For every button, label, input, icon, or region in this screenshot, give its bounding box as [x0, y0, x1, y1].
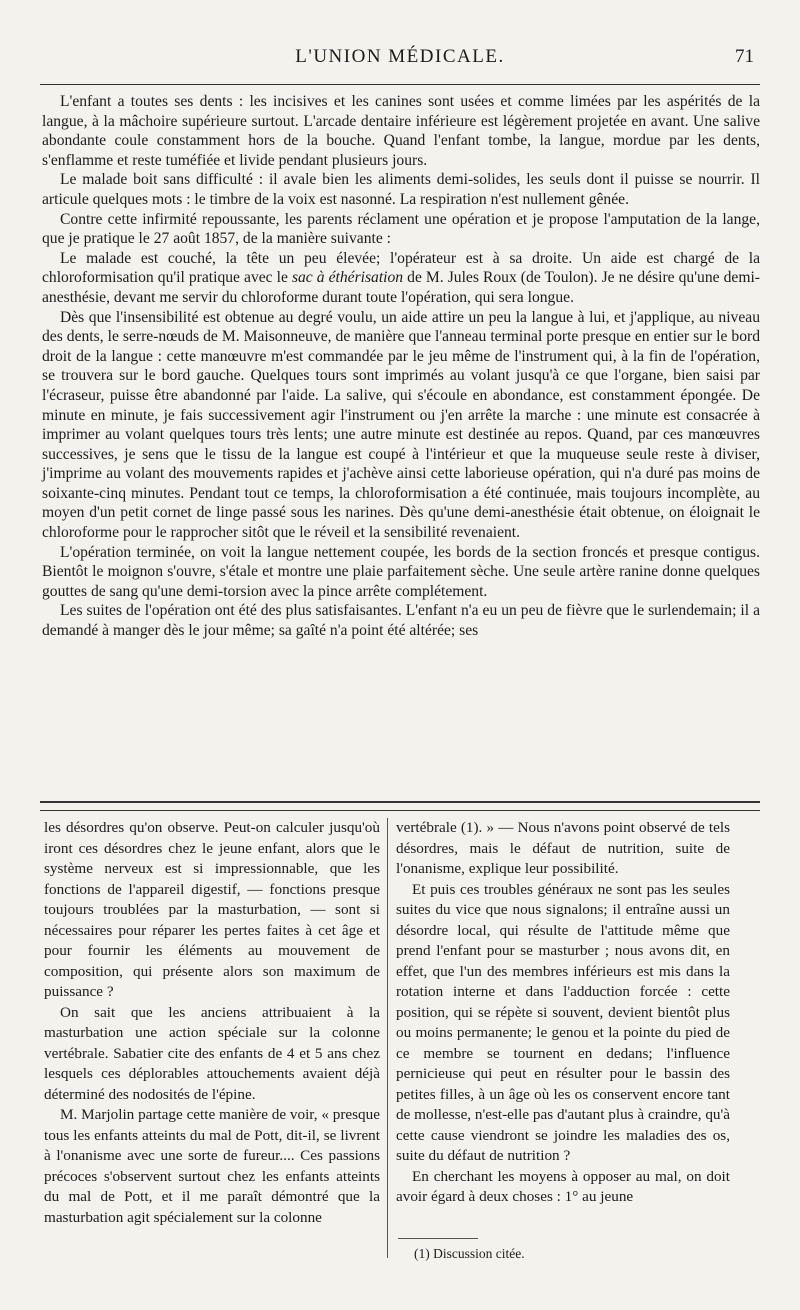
section-divider	[40, 801, 760, 811]
running-title: L'UNION MÉDICALE.	[295, 46, 505, 67]
paragraph: les désordres qu'on observe. Peut-on calculer jusqu'où iront ces désordres chez le jeune enfant, alors que le système nerveux est si impressionnable, que les fonctions de l'appareil digestif, — fonctions presque toujours troublées par la masturbation, — sont si nécessaires pour réparer les pertes faites à cet âge et pour fournir les éléments au mouvement de composition, qui présente alors son maximum de puissance ?	[44, 819, 380, 1000]
right-column	[396, 818, 730, 1208]
paragraph: En cherchant les moyens à opposer au mal, on doit avoir égard à deux choses : 1° au jeune	[396, 1167, 730, 1205]
text-run: de M. Jules Roux (de Toulon). Je ne désire qu'une demi-anesthésie, devant me servir du chloroforme durant toute l'opération, qui sera longue.	[42, 269, 760, 306]
paragraph: On sait que les anciens attribuaient à la masturbation une action spéciale sur la colonne vertébrale. Sabatier cite des enfants de 4 et 5 ans chez lesquels ces déplorables attouchements avaient déjà déterminé des nodosités de l'épine.	[44, 1003, 380, 1103]
paragraph	[42, 249, 760, 308]
paragraph: M. Marjolin partage cette manière de voir, « presque tous les enfants atteints du mal de Pott, dit-il, se livrent à l'onanisme avec une sorte de fureur.... Ces passions précoces s'observent surtout chez les enfants atteints du mal de Pott, et il me paraît démontré que la masturbation agit spécialement sur la colonne	[44, 1106, 380, 1226]
footnote-rule	[398, 1238, 478, 1239]
page-header	[40, 44, 760, 74]
main-text	[42, 92, 760, 641]
paragraph: Le malade boit sans difficulté : il avale bien les aliments demi-solides, les seuls dont il puisse se nourrir. Il articule quelques mots : le timbre de la voix est nasonné. La respiration n'est nullement gênée.	[42, 171, 760, 208]
footnote: (1) Discussion citée.	[414, 1246, 525, 1261]
paragraph: L'enfant a toutes ses dents : les incisives et les canines sont usées et comme limées par les aspérités de la langue, à la mâchoire supérieure surtout. L'arcade dentaire inférieure est légèrement projetée en avant. Une salive abondante coule constamment hors de la bouche. Quand l'enfant tombe, la langue, mordue par les dents, s'enflamme et reste tuméfiée et livide pendant plusieurs jours.	[42, 93, 760, 169]
italic-term: sac à éthérisation	[291, 269, 404, 287]
page-number: 71	[735, 46, 754, 67]
text-run: Le malade est couché, la tête un peu élevée; l'opérateur est à sa droite. Un aide est chargé de la chloroformisation qu'il pratique avec le	[42, 249, 760, 287]
paragraph: Et puis ces troubles généraux ne sont pas les seules suites du vice que nous signalons; il entraîne aussi un désordre local, qui résulte de l'attitude même que prend l'enfant pour se masturber ; nous avons dit, en effet, que l'un des membres inférieurs est mis dans la rotation interne et dans l'adduction forcée : cette position, qui se répète si souvent, devient bientôt plus ou moins permanente; le genou et la pointe du pied de ce membre se tournent en dedans; l'influence pernicieuse qui peut en résulter pour le bassin des petites filles, à un âge où les os conservent encore tant de mollesse, n'est-elle pas d'autant plus à craindre, qu'à cette cause viendront se joindre les maladies des os, suite du défaut de nutrition ?	[396, 880, 730, 1164]
header-rule	[40, 84, 760, 85]
paragraph: L'opération terminée, on voit la langue nettement coupée, les bords de la section froncés et presque contigus. Bientôt le moignon s'ouvre, s'étale et montre une plaie parfaitement sèche. Une seule artère ranine donne quelques gouttes de sang qu'une demi-torsion avec la pince arrête complétement.	[42, 543, 760, 600]
paragraph: Dès que l'insensibilité est obtenue au degré voulu, un aide attire un peu la langue à lui, et j'applique, au niveau des dents, le serre-nœuds de M. Maisonneuve, de manière que l'anneau terminal porte presque en entier sur le bord droit de la langue : cette manœuvre m'est commandée par le jeu même de l'instrument qui, à la fin de l'opération, se trouvera sur le bord gauche. Quelques tours sont imprimés au volant jusqu'à ce que l'organe, bien saisi par l'écraseur, puisse être abandonné par l'aide. La salive, qui s'écoule en abondance, est constamment épongée. De minute en minute, je fais successivement agir l'instrument ou j'en arrête la marche : une minute est consacrée à imprimer au volant quelques tours très lents; une autre minute est destinée au repos. Quand, par ces manœuvres successives, je sens que le tissu de la langue est coupé à l'intérieur et que la muqueuse seule reste à diviser, j'imprime au volant des mouvements rapides et j'achève ainsi cette laborieuse opération, qui n'a duré pas moins de soixante-cinq minutes. Pendant tout ce temps, la chloroformisation a été continuée, mais toujours incomplète, au moyen d'un petit cornet de linge passé sous les narines. Dès qu'une demi-anesthésie était obtenue, on éloignait le chloroforme pour le rapprocher sitôt que le réveil et la sensibilité revenaient.	[42, 308, 760, 542]
left-column	[44, 818, 380, 1228]
paragraph: Contre cette infirmité repoussante, les parents réclament une opération et je propose l'amputation de la lange, que je pratique le 27 août 1857, de la manière suivante :	[42, 210, 760, 248]
column-divider	[387, 818, 388, 1258]
paragraph: Les suites de l'opération ont été des plus satisfaisantes. L'enfant n'a eu un peu de fièvre que le surlendemain; il a demandé à manger dès le jour même; sa gaîté n'a point été altérée; ses	[42, 602, 760, 640]
paragraph: vertébrale (1). » — Nous n'avons point observé de tels désordres, mais le défaut de nutrition, suite de l'onanisme, explique leur possibilité.	[396, 819, 730, 877]
